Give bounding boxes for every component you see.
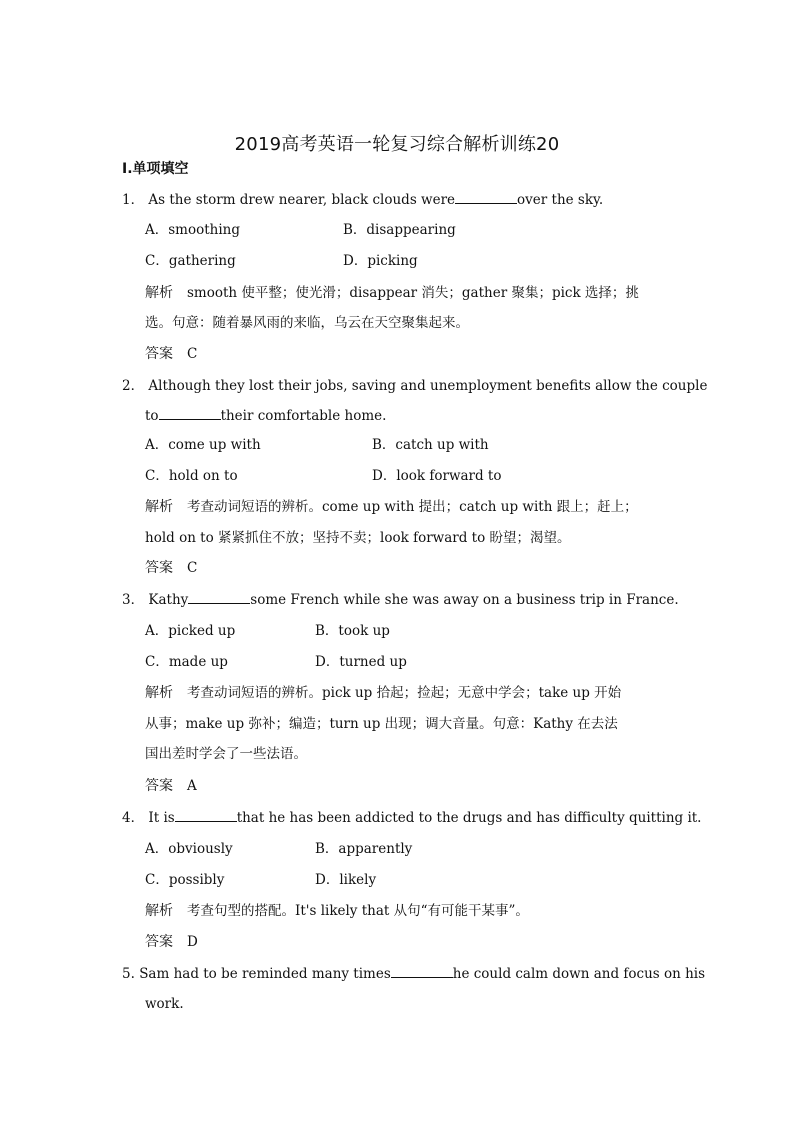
analysis-text: 考查动词短语的辨析。come up with 提出；catch up with 跟上；赶上； [187, 499, 638, 515]
question-number: 3． [122, 592, 145, 608]
question-text: that he has been addicted to the drugs and has difficulty quitting it. [236, 810, 702, 826]
analysis-label: 解析 [145, 285, 173, 301]
analysis [145, 683, 621, 703]
question-text: It is [148, 810, 175, 826]
question-text: over the sky. [517, 192, 604, 208]
analysis-continued: 选。句意：随着暴风雨的来临，乌云在天空聚集起来。 [145, 315, 469, 331]
option-d: D．picking [343, 253, 418, 269]
analysis-continued: 国出差时学会了一些法语。 [145, 746, 307, 762]
answer-label: 答案 [145, 778, 173, 794]
question-text: Sam had to be reminded many times [139, 966, 391, 982]
analysis [145, 901, 529, 921]
question-2 [122, 376, 707, 396]
answer [145, 776, 197, 796]
question-number: 4． [122, 810, 145, 826]
answer-label: 答案 [145, 346, 173, 362]
option-d: D．look forward to [372, 468, 502, 484]
question-4 [122, 808, 701, 828]
option-a: A．smoothing [145, 222, 241, 238]
question-text: he could calm down and focus on his [452, 966, 706, 982]
option-b: B．apparently [315, 841, 413, 857]
analysis-text: 考查动词短语的辨析。pick up 拾起；捡起；无意中学会；take up 开始 [187, 685, 622, 701]
question-2-continued [145, 406, 386, 426]
option-c: C．made up [145, 654, 228, 670]
question-number: 1． [122, 192, 145, 208]
question-number: 5. [122, 966, 135, 982]
option-c: C．hold on to [145, 468, 238, 484]
question-number: 2． [122, 378, 145, 394]
answer-blank [188, 591, 250, 604]
analysis-text: smooth 使平整；使光滑；disappear 消失；gather 聚集；pick 选择；挑 [187, 285, 639, 301]
question-text: some French while she was away on a business trip in France. [250, 592, 679, 608]
answer-blank [391, 965, 453, 978]
analysis-label: 解析 [145, 903, 173, 919]
answer-label: 答案 [145, 560, 173, 576]
question-5-continued: work. [145, 996, 184, 1012]
option-b: B．took up [315, 623, 390, 639]
question-text: their comfortable home. [220, 408, 387, 424]
analysis-continued: hold on to 紧紧抓住不放；坚持不卖；look forward to 盼望；渴望。 [145, 530, 571, 546]
question-text: Although they lost their jobs, saving and unemployment benefits allow the couple [148, 378, 708, 394]
page-title: 2019高考英语一轮复习综合解析训练20 [234, 134, 560, 155]
answer-value: A [187, 778, 197, 794]
answer-label: 答案 [145, 934, 173, 950]
question-text: As the storm drew nearer, black clouds were [148, 192, 456, 208]
answer-value: D [187, 934, 198, 950]
option-b: B．disappearing [343, 222, 456, 238]
section-heading: Ⅰ.单项填空 [122, 161, 189, 177]
analysis-label: 解析 [145, 499, 173, 515]
question-3 [122, 590, 679, 610]
option-b: B．catch up with [372, 437, 489, 453]
analysis [145, 497, 638, 517]
option-a: A．obviously [145, 841, 233, 857]
option-a: A．picked up [145, 623, 236, 639]
option-c: C．possibly [145, 872, 225, 888]
option-d: D．turned up [315, 654, 407, 670]
question-5 [122, 964, 705, 984]
analysis-text: 考查句型的搭配。It's likely that 从句“有可能干某事”。 [187, 903, 529, 919]
analysis [145, 283, 639, 303]
analysis-label: 解析 [145, 685, 173, 701]
answer [145, 344, 197, 364]
option-d: D．likely [315, 872, 377, 888]
question-1 [122, 190, 603, 210]
answer [145, 558, 197, 578]
answer-value: C [187, 346, 198, 362]
answer [145, 932, 198, 952]
answer-blank [175, 809, 237, 822]
answer-blank [159, 407, 221, 420]
option-a: A．come up with [145, 437, 261, 453]
option-c: C．gathering [145, 253, 236, 269]
analysis-continued: 从事；make up 弥补；编造；turn up 出现；调大音量。句意：Kathy 在去法 [145, 716, 618, 732]
question-text: to [145, 408, 159, 424]
answer-blank [455, 191, 517, 204]
question-text: Kathy [148, 592, 189, 608]
answer-value: C [187, 560, 198, 576]
